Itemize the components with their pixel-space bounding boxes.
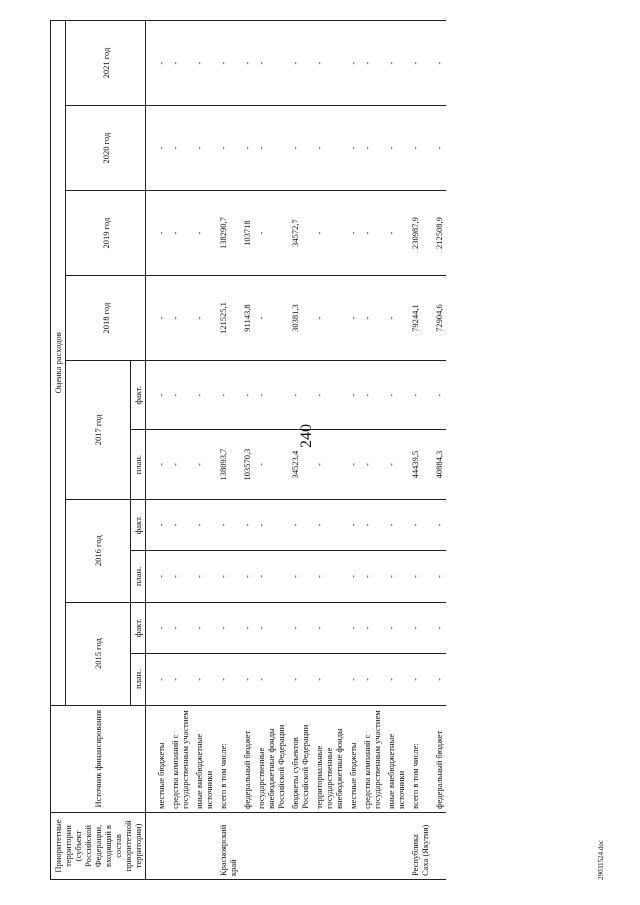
value-cell: - <box>288 602 312 653</box>
header-2017: 2017 год <box>66 361 131 500</box>
source-cell: всего в том числе: <box>408 705 432 812</box>
value-cell: - <box>346 106 360 191</box>
value-cell: - <box>384 21 408 106</box>
value-cell: - <box>360 21 384 106</box>
value-cell: - <box>384 106 408 191</box>
territory-cell <box>254 812 288 879</box>
value-cell: 103718 <box>240 191 254 276</box>
value-cell: 121525,1 <box>216 276 240 361</box>
source-cell: территориальные государственные внебюджетные фонды <box>312 705 346 812</box>
value-cell: - <box>360 361 384 430</box>
value-cell: - <box>254 361 288 430</box>
territory-cell <box>168 812 192 879</box>
value-cell: - <box>192 361 216 430</box>
header-territory: Приоритетные территории (субъект Российской Федерации, входящий в состав приоритетной территории) <box>51 812 146 879</box>
header-2015-fact: факт. <box>131 602 146 653</box>
territory-cell <box>360 812 384 879</box>
source-cell: средства компаний с государственным участием <box>360 705 384 812</box>
source-cell: федеральный бюджет <box>432 705 446 812</box>
value-cell: 34572,7 <box>288 191 312 276</box>
header-2016-plan: план. <box>131 551 146 602</box>
value-cell: - <box>312 361 346 430</box>
value-cell: - <box>346 654 360 705</box>
value-cell: - <box>360 191 384 276</box>
value-cell: - <box>288 654 312 705</box>
value-cell: - <box>312 499 346 550</box>
table-row <box>432 21 446 880</box>
value-cell: - <box>432 654 446 705</box>
value-cell: - <box>154 21 168 106</box>
value-cell: - <box>254 21 288 106</box>
header-source: Источник финансирования <box>51 705 146 812</box>
value-cell: - <box>384 191 408 276</box>
value-cell: - <box>384 361 408 430</box>
header-2017-plan: план. <box>131 430 146 499</box>
value-cell: - <box>192 21 216 106</box>
value-cell: - <box>154 499 168 550</box>
value-cell: - <box>408 551 432 602</box>
value-cell: - <box>346 551 360 602</box>
value-cell: - <box>192 602 216 653</box>
value-cell: - <box>312 551 346 602</box>
value-cell: - <box>408 602 432 653</box>
value-cell: - <box>384 499 408 550</box>
value-cell: - <box>168 499 192 550</box>
value-cell: - <box>360 276 384 361</box>
value-cell: - <box>432 602 446 653</box>
value-cell: - <box>346 276 360 361</box>
value-cell: - <box>312 602 346 653</box>
value-cell: - <box>192 551 216 602</box>
value-cell: - <box>408 654 432 705</box>
value-cell: - <box>360 499 384 550</box>
value-cell: - <box>240 551 254 602</box>
value-cell: 40884,3 <box>432 430 446 499</box>
value-cell: - <box>192 106 216 191</box>
value-cell: - <box>154 430 168 499</box>
value-cell: - <box>288 361 312 430</box>
value-cell: - <box>216 551 240 602</box>
table-row <box>254 21 288 880</box>
value-cell: - <box>312 106 346 191</box>
value-cell: - <box>312 654 346 705</box>
value-cell: - <box>312 191 346 276</box>
territory-cell <box>192 812 216 879</box>
value-cell: - <box>154 602 168 653</box>
value-cell: 79244,1 <box>408 276 432 361</box>
value-cell: - <box>432 106 446 191</box>
territory-cell: Республика Саха (Якутия) <box>408 812 432 879</box>
value-cell: 30381,3 <box>288 276 312 361</box>
source-cell: иные внебюджетные источники <box>192 705 216 812</box>
value-cell: - <box>154 191 168 276</box>
value-cell: - <box>254 276 288 361</box>
value-cell: - <box>216 654 240 705</box>
value-cell: - <box>168 21 192 106</box>
value-cell: - <box>216 361 240 430</box>
value-cell: - <box>168 106 192 191</box>
value-cell: - <box>216 106 240 191</box>
territory-cell <box>240 812 254 879</box>
value-cell: - <box>408 106 432 191</box>
value-cell: - <box>346 430 360 499</box>
territory-cell <box>384 812 408 879</box>
territory-cell <box>288 812 312 879</box>
value-cell: - <box>360 654 384 705</box>
value-cell: 72904,6 <box>432 276 446 361</box>
value-cell: - <box>346 499 360 550</box>
value-cell: - <box>254 106 288 191</box>
source-cell: местные бюджеты <box>154 705 168 812</box>
value-cell: - <box>288 551 312 602</box>
value-cell: - <box>168 191 192 276</box>
table-row <box>360 21 384 880</box>
source-cell: федеральный бюджет <box>240 705 254 812</box>
value-cell: - <box>346 191 360 276</box>
value-cell: - <box>312 276 346 361</box>
source-cell: местные бюджеты <box>346 705 360 812</box>
value-cell: 230987,9 <box>408 191 432 276</box>
value-cell: - <box>254 551 288 602</box>
value-cell: - <box>168 654 192 705</box>
value-cell: - <box>384 654 408 705</box>
value-cell: - <box>240 499 254 550</box>
value-cell: - <box>288 21 312 106</box>
table-row <box>384 21 408 880</box>
value-cell: - <box>168 602 192 653</box>
territory-cell <box>154 812 168 879</box>
value-cell: 44439,5 <box>408 430 432 499</box>
header-2015-plan: план. <box>131 654 146 705</box>
value-cell: - <box>384 551 408 602</box>
value-cell: - <box>346 602 360 653</box>
value-cell: 138093,7 <box>216 430 240 499</box>
value-cell: - <box>384 276 408 361</box>
value-cell: - <box>154 551 168 602</box>
header-2016-fact: факт. <box>131 499 146 550</box>
source-cell: средства компаний с государственным участием <box>168 705 192 812</box>
page-number: 240 <box>298 424 315 448</box>
source-cell: бюджеты субъектов Российской Федерации <box>288 705 312 812</box>
table-row <box>288 21 312 880</box>
value-cell: - <box>168 276 192 361</box>
value-cell: - <box>384 602 408 653</box>
value-cell: - <box>216 602 240 653</box>
header-2020: 2020 год <box>66 106 146 191</box>
value-cell: - <box>346 361 360 430</box>
value-cell: - <box>254 430 288 499</box>
value-cell: - <box>240 106 254 191</box>
value-cell: 34523,4 <box>288 430 312 499</box>
value-cell: - <box>240 361 254 430</box>
value-cell: - <box>360 430 384 499</box>
value-cell: - <box>154 106 168 191</box>
value-cell: - <box>384 430 408 499</box>
table-row <box>216 21 240 880</box>
value-cell: - <box>288 499 312 550</box>
header-2017-fact: факт. <box>131 361 146 430</box>
value-cell: - <box>360 106 384 191</box>
value-cell: - <box>192 430 216 499</box>
table-row <box>312 21 346 880</box>
value-cell: - <box>168 361 192 430</box>
table-row <box>192 21 216 880</box>
header-2016: 2016 год <box>66 499 131 602</box>
value-cell: - <box>254 654 288 705</box>
value-cell: - <box>432 361 446 430</box>
value-cell: - <box>346 21 360 106</box>
expenses-table <box>50 20 446 880</box>
value-cell: - <box>408 499 432 550</box>
header-2021: 2021 год <box>66 21 146 106</box>
territory-cell: Красноярский край <box>216 812 240 879</box>
value-cell: 212508,9 <box>432 191 446 276</box>
value-cell: - <box>408 21 432 106</box>
value-cell: - <box>360 551 384 602</box>
table-row <box>240 21 254 880</box>
value-cell: 138290,7 <box>216 191 240 276</box>
value-cell: 103570,3 <box>240 430 254 499</box>
table-row <box>154 21 168 880</box>
value-cell: - <box>192 499 216 550</box>
table-row <box>408 21 432 880</box>
value-cell: - <box>408 361 432 430</box>
header-estimate: Оценка расходов <box>51 21 66 706</box>
value-cell: - <box>154 361 168 430</box>
value-cell: - <box>432 499 446 550</box>
value-cell: - <box>192 191 216 276</box>
value-cell: - <box>216 499 240 550</box>
value-cell: - <box>216 21 240 106</box>
value-cell: - <box>240 21 254 106</box>
value-cell: - <box>240 602 254 653</box>
value-cell: - <box>312 430 346 499</box>
value-cell: - <box>192 276 216 361</box>
territory-cell <box>312 812 346 879</box>
source-cell: государственные внебюджетные фонды Российской Федерации <box>254 705 288 812</box>
value-cell: - <box>360 602 384 653</box>
value-cell: - <box>240 654 254 705</box>
value-cell: - <box>432 21 446 106</box>
value-cell: - <box>154 654 168 705</box>
value-cell: - <box>192 654 216 705</box>
value-cell: - <box>168 551 192 602</box>
territory-cell <box>432 812 446 879</box>
table-row <box>346 21 360 880</box>
value-cell: - <box>312 21 346 106</box>
value-cell: - <box>432 551 446 602</box>
header-2018: 2018 год <box>66 276 146 361</box>
territory-cell <box>346 812 360 879</box>
value-cell: - <box>254 191 288 276</box>
source-cell: всего в том числе: <box>216 705 240 812</box>
value-cell: - <box>154 276 168 361</box>
value-cell: - <box>254 602 288 653</box>
header-2019: 2019 год <box>66 191 146 276</box>
table-row <box>168 21 192 880</box>
header-2015: 2015 год <box>66 602 131 705</box>
value-cell: - <box>254 499 288 550</box>
value-cell: - <box>288 106 312 191</box>
value-cell: 91143,8 <box>240 276 254 361</box>
rotated-page <box>50 20 630 880</box>
document-code: 29031524.doc <box>597 840 605 880</box>
value-cell: - <box>168 430 192 499</box>
source-cell: иные внебюджетные источники <box>384 705 408 812</box>
